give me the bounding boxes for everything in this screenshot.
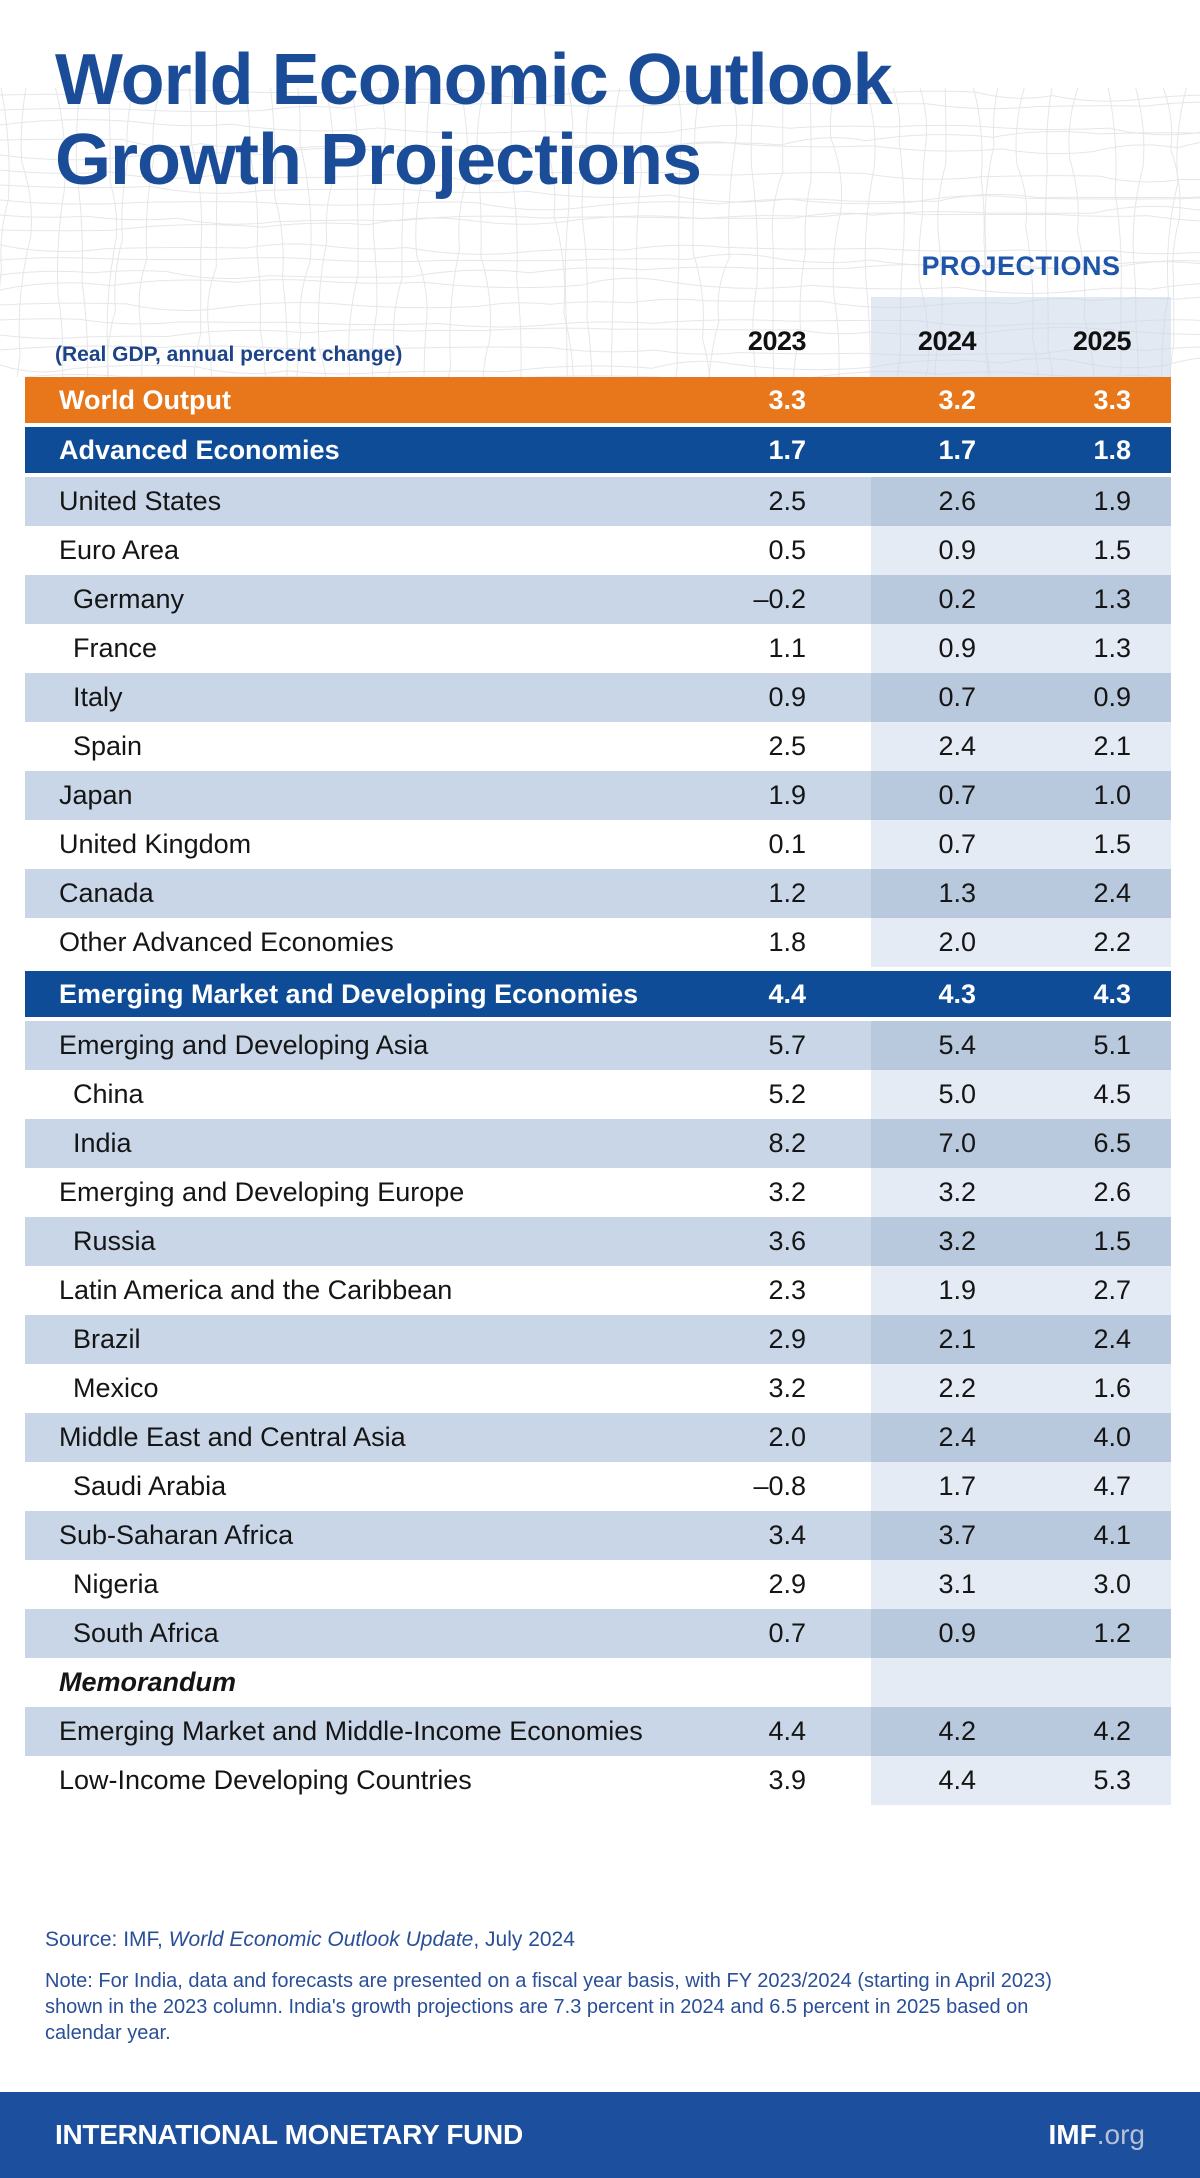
value-2023: 2.5	[768, 731, 806, 761]
row-label: Euro Area	[59, 535, 180, 565]
table-row	[25, 575, 1171, 624]
table-row	[25, 1756, 1171, 1805]
row-label: Germany	[73, 584, 185, 614]
row-label: World Output	[59, 384, 231, 415]
table-row	[25, 1413, 1171, 1462]
footer-org-text: .org	[1096, 2119, 1145, 2150]
value-2024: 0.9	[871, 1609, 1021, 1658]
value-2023: 3.2	[768, 1177, 806, 1207]
value-2025: 3.3	[1093, 384, 1131, 415]
value-2024: 0.2	[871, 575, 1021, 624]
value-2025: 5.1	[1021, 1021, 1171, 1070]
value-2024: 0.7	[871, 820, 1021, 869]
value-2023: 1.1	[768, 633, 806, 663]
table-row	[25, 1462, 1171, 1511]
row-label: Latin America and the Caribbean	[59, 1275, 453, 1305]
table-row	[25, 377, 1171, 423]
row-label: Emerging Market and Middle-Income Economies	[59, 1716, 643, 1746]
value-2024: 4.3	[938, 978, 976, 1009]
value-2024: 3.2	[871, 1168, 1021, 1217]
row-label: Low-Income Developing Countries	[59, 1765, 472, 1795]
row-label: Italy	[73, 682, 123, 712]
value-2025: 1.6	[1021, 1364, 1171, 1413]
column-header-2024: 2024	[917, 326, 976, 356]
table-row	[25, 673, 1171, 722]
value-2024: 3.2	[938, 384, 976, 415]
value-2025: 1.3	[1021, 575, 1171, 624]
value-2024: 0.9	[871, 526, 1021, 575]
footer-bar	[0, 2092, 1200, 2178]
value-2025: 2.4	[1021, 869, 1171, 918]
value-2024: 2.0	[871, 918, 1021, 967]
table-row	[25, 1315, 1171, 1364]
table-row	[25, 624, 1171, 673]
value-2024: 2.1	[871, 1315, 1021, 1364]
value-2023: 0.9	[768, 682, 806, 712]
table-row	[25, 1021, 1171, 1070]
row-label: Emerging Market and Developing Economies	[59, 978, 639, 1009]
value-2023: 3.4	[768, 1520, 806, 1550]
value-2024: 1.7	[871, 1462, 1021, 1511]
value-2025: 4.0	[1021, 1413, 1171, 1462]
table-row	[25, 1168, 1171, 1217]
table-row	[25, 1364, 1171, 1413]
value-2025: 4.5	[1021, 1070, 1171, 1119]
value-2025: 5.3	[1021, 1756, 1171, 1805]
page-title-line1: World Economic Outlook	[55, 40, 892, 120]
table-row	[25, 869, 1171, 918]
value-2023: 2.5	[768, 486, 806, 516]
value-2025: 2.6	[1021, 1168, 1171, 1217]
value-2025: 1.9	[1021, 477, 1171, 526]
value-2023: 2.3	[768, 1275, 806, 1305]
value-2025: 0.9	[1021, 673, 1171, 722]
value-2025	[1021, 1658, 1171, 1707]
table-row	[25, 477, 1171, 526]
value-2023: 4.4	[768, 1716, 806, 1746]
value-2024: 0.7	[871, 771, 1021, 820]
value-2024	[871, 1658, 1021, 1707]
value-2023: 0.1	[768, 829, 806, 859]
value-2025: 1.3	[1021, 624, 1171, 673]
column-header-2023: 2023	[747, 326, 806, 356]
value-2025: 2.1	[1021, 722, 1171, 771]
value-2024: 7.0	[871, 1119, 1021, 1168]
value-2023: 2.9	[768, 1569, 806, 1599]
growth-projections-table	[25, 377, 1171, 1805]
value-2025: 1.5	[1021, 1217, 1171, 1266]
value-2023: 3.9	[768, 1765, 806, 1795]
value-2025: 1.0	[1021, 771, 1171, 820]
value-2024: 3.2	[871, 1217, 1021, 1266]
row-label: Japan	[59, 780, 133, 810]
value-2025: 4.7	[1021, 1462, 1171, 1511]
row-label: Middle East and Central Asia	[59, 1422, 406, 1452]
value-2025: 2.7	[1021, 1266, 1171, 1315]
projections-group-label: PROJECTIONS	[921, 251, 1121, 281]
table-row	[25, 1658, 1171, 1707]
row-label: Sub-Saharan Africa	[59, 1520, 294, 1550]
value-2023: –0.8	[753, 1471, 806, 1501]
table-row	[25, 1070, 1171, 1119]
source-prefix: Source: IMF,	[45, 1928, 169, 1951]
value-2024: 0.9	[871, 624, 1021, 673]
value-2024: 3.1	[871, 1560, 1021, 1609]
row-label: Nigeria	[73, 1569, 159, 1599]
value-2023: 1.9	[768, 780, 806, 810]
row-label: Canada	[59, 878, 154, 908]
table-row	[25, 820, 1171, 869]
value-2023: 8.2	[768, 1128, 806, 1158]
value-2023: 0.5	[768, 535, 806, 565]
row-label: Russia	[73, 1226, 156, 1256]
row-label: Mexico	[73, 1373, 159, 1403]
footer-website	[1049, 2119, 1145, 2151]
table-row	[25, 918, 1171, 967]
value-2023: 1.8	[768, 927, 806, 957]
row-label: Spain	[73, 731, 143, 761]
table-row	[25, 1511, 1171, 1560]
value-2025: 2.2	[1021, 918, 1171, 967]
row-label: India	[73, 1128, 132, 1158]
value-2025: 4.2	[1021, 1707, 1171, 1756]
value-2024: 2.4	[871, 722, 1021, 771]
column-header-2025: 2025	[1072, 326, 1131, 356]
footer-institution-name: INTERNATIONAL MONETARY FUND	[55, 2119, 523, 2150]
value-2023: 4.4	[768, 978, 806, 1009]
value-2025: 4.3	[1093, 978, 1131, 1009]
value-2024: 4.2	[871, 1707, 1021, 1756]
value-2024: 4.4	[871, 1756, 1021, 1805]
table-row	[25, 1707, 1171, 1756]
value-2023: 3.3	[768, 384, 806, 415]
value-2024: 2.6	[871, 477, 1021, 526]
row-label: United States	[59, 486, 222, 516]
value-2025: 3.0	[1021, 1560, 1171, 1609]
value-2023: –0.2	[753, 584, 806, 614]
table-row	[25, 1217, 1171, 1266]
value-2023: 1.2	[768, 878, 806, 908]
value-2025: 4.1	[1021, 1511, 1171, 1560]
value-2023: 3.6	[768, 1226, 806, 1256]
row-label: Advanced Economies	[59, 434, 340, 465]
value-2023: 5.7	[768, 1030, 806, 1060]
value-2023	[701, 1658, 871, 1707]
table-row	[25, 722, 1171, 771]
row-label: Emerging and Developing Asia	[59, 1030, 429, 1060]
row-label: Other Advanced Economies	[59, 927, 394, 957]
value-2025: 1.8	[1093, 434, 1131, 465]
row-label: France	[73, 633, 158, 663]
row-label: Memorandum	[59, 1667, 237, 1697]
value-2024: 1.7	[938, 434, 976, 465]
value-2024: 1.9	[871, 1266, 1021, 1315]
value-2025: 1.5	[1021, 820, 1171, 869]
table-row	[25, 971, 1171, 1017]
value-2023: 0.7	[768, 1618, 806, 1648]
table-row	[25, 427, 1171, 473]
row-label: Brazil	[73, 1324, 141, 1354]
table-subtitle: (Real GDP, annual percent change)	[55, 343, 403, 366]
row-label: Emerging and Developing Europe	[59, 1177, 465, 1207]
value-2024: 1.3	[871, 869, 1021, 918]
source-publication: World Economic Outlook Update	[168, 1928, 474, 1951]
table-row	[25, 526, 1171, 575]
value-2024: 5.0	[871, 1070, 1021, 1119]
table-row	[25, 1119, 1171, 1168]
row-label: United Kingdom	[59, 829, 252, 859]
value-2023: 3.2	[768, 1373, 806, 1403]
footer-imf-text: IMF	[1048, 2119, 1097, 2150]
table-row	[25, 771, 1171, 820]
table-row	[25, 1560, 1171, 1609]
source-line	[45, 1928, 575, 1952]
row-label: China	[73, 1079, 144, 1109]
value-2023: 5.2	[768, 1079, 806, 1109]
table-row	[25, 1609, 1171, 1658]
table-header-row	[25, 312, 1171, 377]
value-2025: 1.5	[1021, 526, 1171, 575]
value-2025: 1.2	[1021, 1609, 1171, 1658]
value-2023: 2.0	[768, 1422, 806, 1452]
value-2025: 6.5	[1021, 1119, 1171, 1168]
row-label: South Africa	[73, 1618, 219, 1648]
value-2025: 2.4	[1021, 1315, 1171, 1364]
value-2024: 5.4	[871, 1021, 1021, 1070]
row-label: Saudi Arabia	[73, 1471, 227, 1501]
india-footnote: Note: For India, data and forecasts are presented on a fiscal year basis, with FY 2023/2024 (starting in April 2023) shown in the 2023 column. India's growth projections are 7.3 percent in 2024 and 6.5 percent in 2025 based on calendar year.	[45, 1970, 1052, 2044]
value-2024: 2.2	[871, 1364, 1021, 1413]
value-2024: 3.7	[871, 1511, 1021, 1560]
page-title-line2: Growth Projections	[55, 120, 702, 200]
value-2024: 2.4	[871, 1413, 1021, 1462]
table-row	[25, 1266, 1171, 1315]
value-2023: 2.9	[768, 1324, 806, 1354]
page-title	[55, 40, 892, 200]
value-2024: 0.7	[871, 673, 1021, 722]
source-suffix: , July 2024	[473, 1928, 575, 1951]
value-2023: 1.7	[768, 434, 806, 465]
